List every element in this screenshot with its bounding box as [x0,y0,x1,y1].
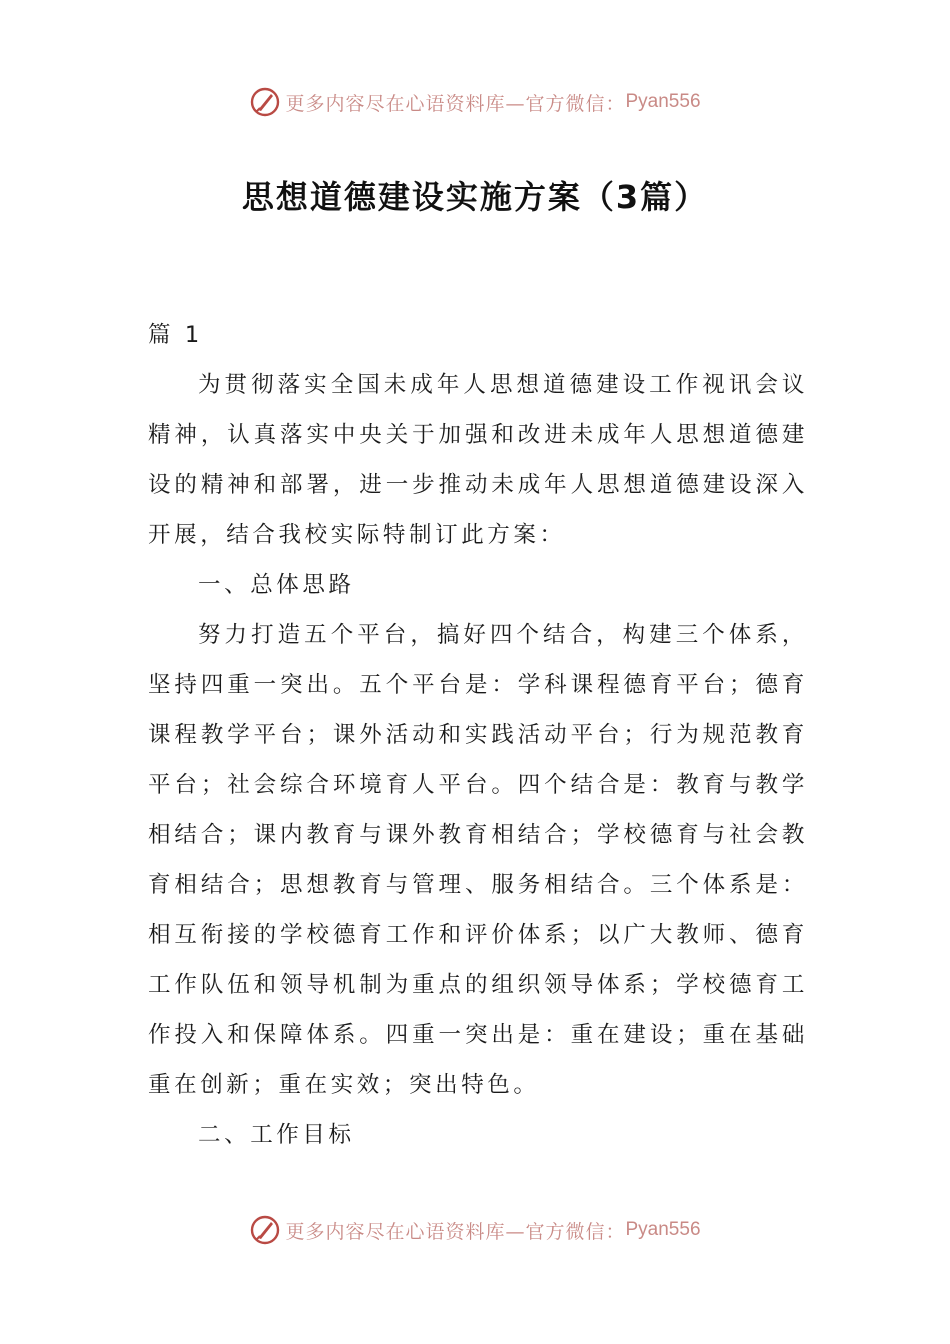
watermark-text: 更多内容尽在心语资料库—官方微信： [285,92,626,115]
document-body [148,310,808,1160]
watermark-text: 更多内容尽在心语资料库—官方微信： [285,1220,626,1243]
subheading-overall-approach: 一、总体思路 [198,572,355,598]
watermark-wechat-id: Pyan556 [625,1219,701,1240]
section-heading: 篇 1 [148,322,203,348]
document-title: 思想道德建设实施方案（3篇） [241,178,709,216]
watermark-footer [0,1210,950,1250]
subheading-work-goals: 二、工作目标 [198,1122,355,1148]
quill-logo-icon [249,86,281,118]
intro-paragraph: 为贯彻落实全国未成年人思想道德建设工作视讯会议精神，认真落实中央关于加强和改进未成年人思想道德建设的精神和部署，进一步推动未成年人思想道德建设深入开展，结合我校实际特制订此方案： [148,372,808,548]
quill-logo-icon [249,1214,281,1246]
watermark-header [0,82,950,122]
watermark-wechat-id: Pyan556 [625,91,701,112]
approach-paragraph: 努力打造五个平台，搞好四个结合，构建三个体系，坚持四重一突出。五个平台是：学科课程德育平台；德育课程教学平台；课外活动和实践活动平台；行为规范教育平台；社会综合环境育人平台。四个结合是：教育与教学相结合；课内教育与课外教育相结合；学校德育与社会教育相结合；思想教育与管理、服务相结合。三个体系是：相互衔接的学校德育工作和评价体系；以广大教师、德育工作队伍和领导机制为重点的组织领导体系；学校德育工作投入和保障体系。四重一突出是：重在建设；重在基础重在创新；重在实效；突出特色。 [148,622,808,1098]
